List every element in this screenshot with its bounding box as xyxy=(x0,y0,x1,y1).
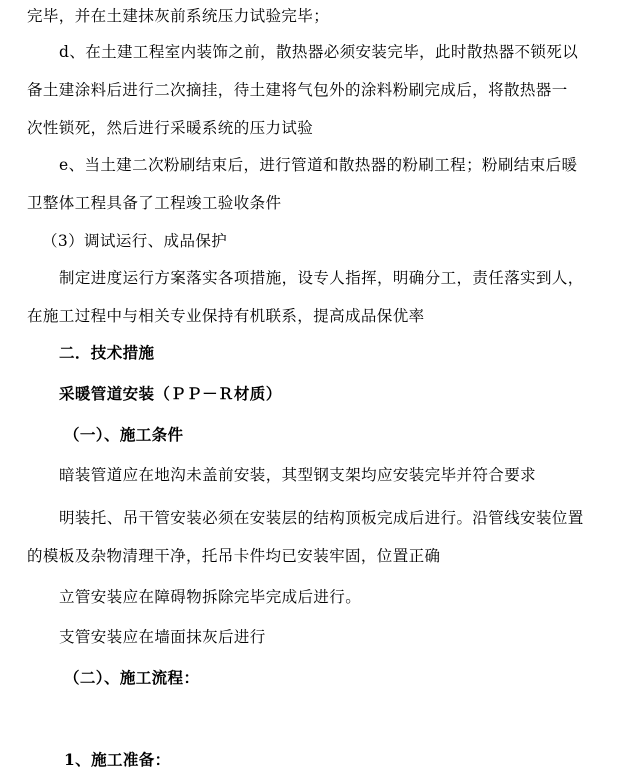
list-heading: （3）调试运行、成品保护 xyxy=(42,232,228,250)
text-line: 的模板及杂物清理干净，托吊卡件均已安装牢固，位置正确 xyxy=(27,547,441,565)
section-title: 二．技术措施 xyxy=(59,343,155,362)
heading-preparation: 1、施工准备： xyxy=(64,750,171,769)
text-line: 备土建涂料后进行二次摘挂，待土建将气包外的涂料粉刷完成后，将散热器一 xyxy=(27,81,568,99)
text-line: e、当土建二次粉刷结束后，进行管道和散热器的粉刷工程；粉刷结束后暖 xyxy=(59,156,578,174)
text-line: 暗装管道应在地沟未盖前安装，其型钢支架均应安装完毕并符合要求 xyxy=(59,466,537,484)
subsection-title: 采暖管道安装（ＰＰ－Ｒ材质） xyxy=(59,384,282,403)
text-line: 完毕，并在土建抹灰前系统压力试验完毕； xyxy=(27,7,330,25)
text-line: d、在土建工程室内装饰之前，散热器必须安装完毕，此时散热器不锁死以 xyxy=(59,43,579,61)
text-line: 支管安装应在墙面抹灰后进行 xyxy=(59,628,266,646)
text-line: 卫整体工程具备了工程竣工验收条件 xyxy=(27,194,282,212)
heading-conditions: （一）、施工条件 xyxy=(64,425,184,444)
text-line: 明装托、吊干管安装必须在安装层的结构顶板完成后进行。沿管线安装位置 xyxy=(59,509,584,527)
heading-process: （二）、施工流程： xyxy=(64,668,200,687)
text-line: 在施工过程中与相关专业保持有机联系，提高成品保优率 xyxy=(27,307,425,325)
text-line: 次性锁死，然后进行采暖系统的压力试验 xyxy=(27,119,314,137)
text-line: 立管安装应在障碍物拆除完毕完成后进行。 xyxy=(59,588,362,606)
text-line: 制定进度运行方案落实各项措施，设专人指挥，明确分工，责任落实到人， xyxy=(59,269,584,287)
